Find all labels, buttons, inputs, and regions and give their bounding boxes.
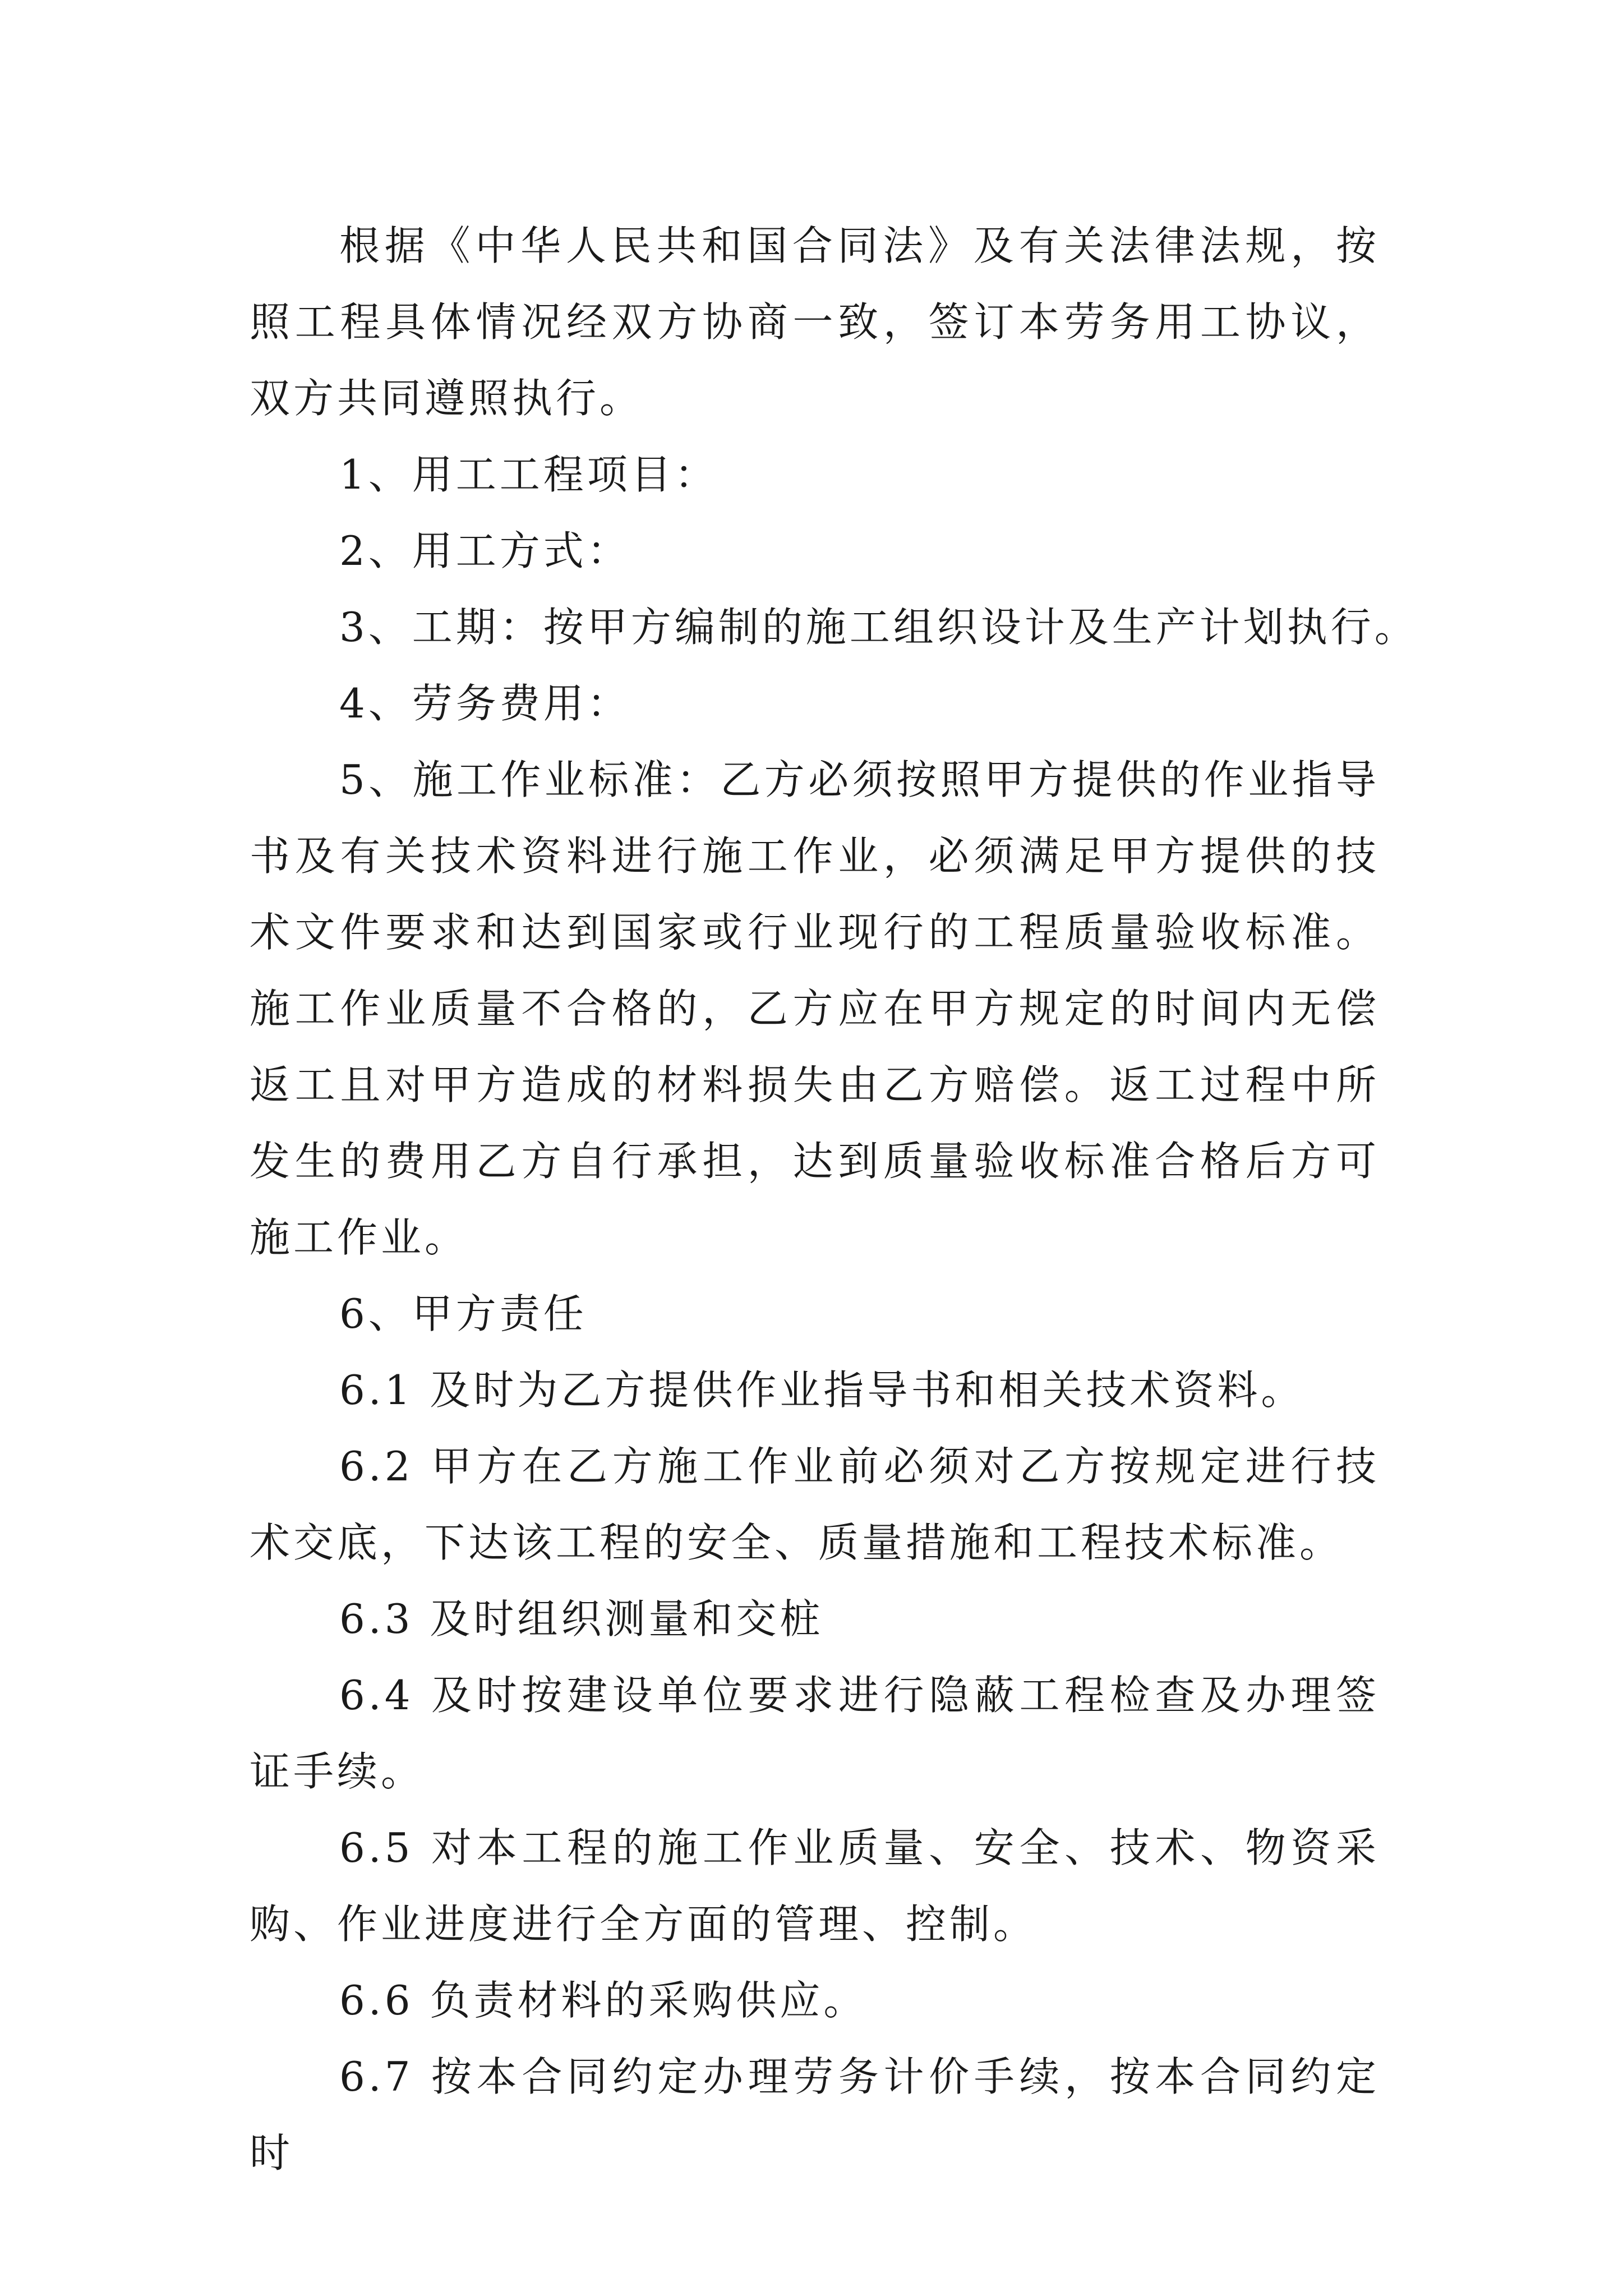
paragraph-clause-6-heading: 6、甲方责任 [339, 1290, 587, 1337]
paragraph-clause-6-3: 6.3 及时组织测量和交桩 [339, 1595, 824, 1642]
paragraph-clause-3: 3、工期：按甲方编制的施工组织设计及生产计划执行。 [339, 604, 1418, 651]
paragraph-preamble: 根据《中华人民共和国合同法》及有关法律法规，按照工程具体情况经双方协商一致，签订本劳务用工协议，双方共同遵照执行。 [250, 222, 1380, 422]
paragraph-clause-6-5: 6.5 对本工程的施工作业质量、安全、技术、物资采购、作业进度进行全方面的管理、控制。 [250, 1824, 1380, 1948]
paragraph-clause-5: 5、施工作业标准：乙方必须按照甲方提供的作业指导书及有关技术资料进行施工作业，必须满足甲方提供的技术文件要求和达到国家或行业现行的工程质量验收标准。施工作业质量不合格的，乙方应在甲方规定的时间内无偿返工且对甲方造成的材料损失由乙方赔偿。返工过程中所发生的费用乙方自行承担，达到质量验收标准合格后方可施工作业。 [250, 756, 1380, 1261]
paragraph-clause-4: 4、劳务费用： [339, 680, 631, 727]
paragraph-clause-6-6: 6.6 负责材料的采购供应。 [339, 1977, 868, 2024]
paragraph-clause-2: 2、用工方式： [339, 527, 631, 574]
paragraph-clause-6-2: 6.2 甲方在乙方施工作业前必须对乙方按规定进行技术交底，下达该工程的安全、质量措施和工程技术标准。 [250, 1443, 1380, 1566]
paragraph-clause-1: 1、用工工程项目： [339, 451, 718, 498]
document-body [250, 208, 1418, 2191]
paragraph-clause-6-1: 6.1 及时为乙方提供作业指导书和相关技术资料。 [339, 1366, 1305, 1414]
paragraph-clause-6-7: 6.7 按本合同约定办理劳务计价手续，按本合同约定时 [250, 2053, 1380, 2177]
paragraph-clause-6-4: 6.4 及时按建设单位要求进行隐蔽工程检查及办理签证手续。 [250, 1672, 1380, 1795]
